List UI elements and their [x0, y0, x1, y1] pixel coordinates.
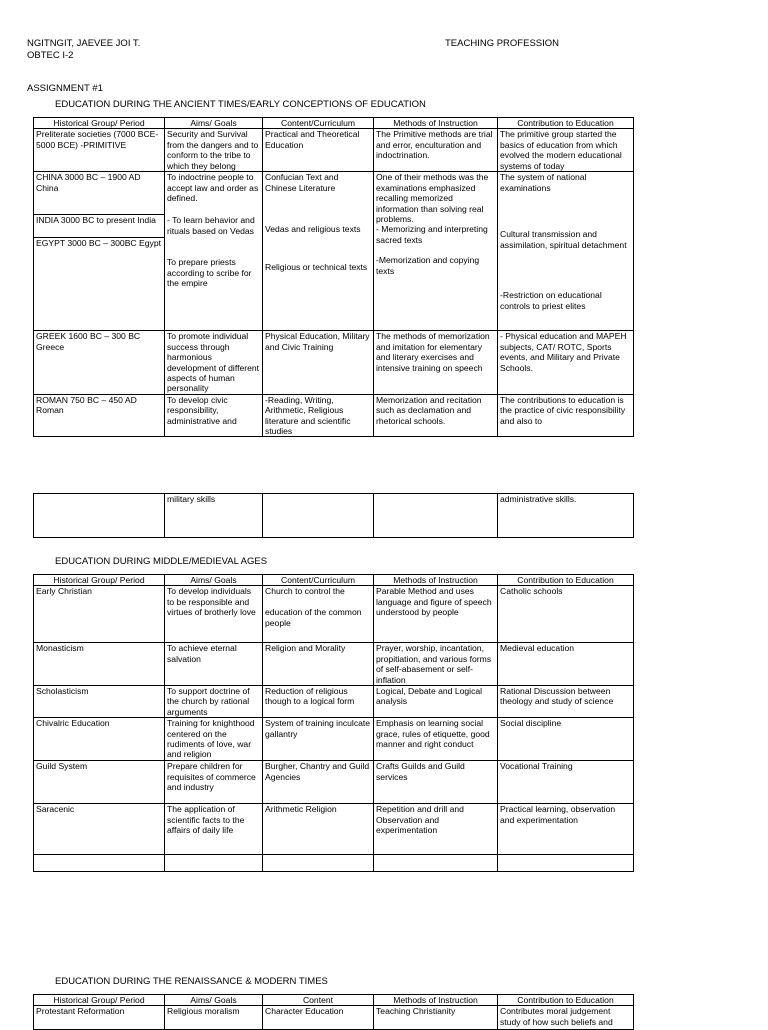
table-cell: Security and Survival from the dangers and to conform to the tribe to which they belong: [165, 129, 263, 172]
medieval-section-title: EDUCATION DURING MIDDLE/MEDIEVAL AGES: [55, 556, 268, 567]
table-cell: The contributions to education is the practice of civic responsibility and also to: [498, 394, 634, 437]
column-header: Contribution to Education: [498, 118, 634, 129]
column-header: Methods of Instruction: [374, 118, 498, 129]
table-cell: Religious moralism: [165, 1006, 263, 1030]
period-china: CHINA 3000 BC – 1900 AD China: [34, 172, 164, 215]
table-header-row: [34, 118, 634, 129]
table-cell: Contributes moral judgement study of how such beliefs and: [498, 1006, 634, 1030]
table-cell: Religion and Morality: [263, 643, 374, 686]
table-cell: Practical learning, observation and experimentation: [498, 804, 634, 855]
aims-egypt: To prepare priests according to scribe for the empire: [167, 257, 252, 289]
table-cell: Emphasis on learning social grace, rules of etiquette, good manner and right conduct: [374, 718, 498, 761]
table-cell: [263, 855, 374, 872]
table-cell: [498, 172, 634, 331]
methods-egypt: -Memorization and copying texts: [376, 255, 480, 276]
table-cell: The primitive group started the basics of education from which evolved the modern educational systems of today: [498, 129, 634, 172]
table-cell: [34, 494, 165, 538]
contrib-egypt: -Restriction on educational controls to priest elites: [500, 290, 602, 311]
table-row: [34, 718, 634, 761]
column-header: Aims/ Goals: [165, 575, 263, 586]
table-row: [34, 1006, 634, 1030]
continuation-table: [33, 493, 634, 538]
table-cell: Prepare children for requisites of commerce and industry: [165, 761, 263, 804]
table-cell: The Primitive methods are trial and error, enculturation and indoctrination.: [374, 129, 498, 172]
table-cell: Reduction of religious though to a logical form: [263, 686, 374, 718]
table-cell: Preliterate societies (7000 BCE-5000 BCE) -PRIMITIVE: [34, 129, 165, 172]
methods-china: One of their methods was the examinations emphasized recalling memorized information than solving real problems.: [376, 172, 489, 225]
table-cell: To achieve eternal salvation: [165, 643, 263, 686]
content-china: Confucian Text and Chinese Literature: [265, 172, 339, 193]
column-header: Contribution to Education: [498, 575, 634, 586]
column-header: Historical Group/ Period: [34, 118, 165, 129]
column-header: Aims/ Goals: [165, 118, 263, 129]
table-cell: Prayer, worship, incantation, propitiation, and various forms of self-abasement or self-inflation: [374, 643, 498, 686]
table-cell: [498, 855, 634, 872]
methods-india: - Memorizing and interpreting sacred texts: [376, 224, 488, 245]
aims-india: - To learn behavior and rituals based on Vedas: [167, 215, 255, 236]
column-header: Content: [263, 995, 374, 1006]
table-cell: [165, 172, 263, 331]
table-cell: Parable Method and uses language and figure of speech understood by people: [374, 586, 498, 643]
table-cell: Training for knighthood centered on the rudiments of love, war and religion: [165, 718, 263, 761]
table-cell: [34, 172, 165, 331]
table-row: [34, 643, 634, 686]
table-cell: Early Christian: [34, 586, 165, 643]
table-cell: Monasticism: [34, 643, 165, 686]
table-row: [34, 129, 634, 172]
period-india: INDIA 3000 BC to present India: [34, 215, 164, 238]
content-egypt: Religious or technical texts: [265, 262, 368, 273]
ancient-table: [33, 117, 634, 437]
table-header-row: [34, 995, 634, 1006]
table-cell: [263, 494, 374, 538]
table-cell: Protestant Reformation: [34, 1006, 165, 1030]
table-cell: Medieval education: [498, 643, 634, 686]
table-cell: [263, 172, 374, 331]
contrib-india: Cultural transmission and assimilation, spiritual detachment: [500, 229, 627, 250]
course-title: TEACHING PROFESSION: [445, 38, 560, 49]
column-header: Content/Curriculum: [263, 118, 374, 129]
medieval-table: [33, 574, 634, 872]
table-cell: Burgher, Chantry and Guild Agencies: [263, 761, 374, 804]
table-cell: Crafts Guilds and Guild services: [374, 761, 498, 804]
table-cell: The methods of memorization and imitation for elementary and literary exercises and intensive training on speech: [374, 331, 498, 394]
table-cell: - Physical education and MAPEH subjects, CAT/ ROTC, Sports events, and Military and Private Schools.: [498, 331, 634, 394]
student-section: OBTEC I-2: [27, 50, 74, 61]
period-egypt: EGYPT 3000 BC – 300BC Egypt: [36, 238, 161, 249]
table-cell: To support doctrine of the church by rational arguments: [165, 686, 263, 718]
table-cell: Chivalric Education: [34, 718, 165, 761]
table-cell: Teaching Christianity: [374, 1006, 498, 1030]
table-cell: administrative skills.: [498, 494, 634, 538]
table-cell: To promote individual success through harmonious development of different aspects of human personality: [165, 331, 263, 394]
modern-section-title: EDUCATION DURING THE RENAISSANCE & MODERN TIMES: [55, 976, 328, 987]
table-cell: ROMAN 750 BC – 450 AD Roman: [34, 394, 165, 437]
table-cell: Physical Education, Military and Civic Training: [263, 331, 374, 394]
table-cell: military skills: [165, 494, 263, 538]
column-header: Historical Group/ Period: [34, 995, 165, 1006]
table-cell: Practical and Theoretical Education: [263, 129, 374, 172]
table-cell: Saracenic: [34, 804, 165, 855]
ancient-section-title: EDUCATION DURING THE ANCIENT TIMES/EARLY CONCEPTIONS OF EDUCATION: [55, 99, 426, 110]
table-cell: System of training inculcate gallantry: [263, 718, 374, 761]
table-row: [34, 761, 634, 804]
table-cell: [374, 172, 498, 331]
table-row: [34, 331, 634, 394]
student-name: NGITNGIT, JAEVEE JOI T.: [27, 38, 141, 49]
table-row: [34, 855, 634, 872]
table-cell: GREEK 1600 BC – 300 BC Greece: [34, 331, 165, 394]
table-row: [34, 394, 634, 437]
table-cell: To develop individuals to be responsible and virtues of brotherly love: [165, 586, 263, 643]
table-cell: Logical, Debate and Logical analysis: [374, 686, 498, 718]
table-cell: Character Education: [263, 1006, 374, 1030]
table-cell: [374, 494, 498, 538]
table-cell: To develop civic responsibility, administrative and: [165, 394, 263, 437]
contrib-china: The system of national examinations: [500, 172, 587, 193]
table-cell: [374, 855, 498, 872]
table-cell: -Reading, Writing, Arithmetic, Religious literature and scientific studies: [263, 394, 374, 437]
table-cell: Arithmetic Religion: [263, 804, 374, 855]
column-header: Historical Group/ Period: [34, 575, 165, 586]
table-row: [34, 494, 634, 538]
table-cell: [34, 855, 165, 872]
table-cell: Vocational Training: [498, 761, 634, 804]
table-cell: The application of scientific facts to the affairs of daily life: [165, 804, 263, 855]
column-header: Content/Curriculum: [263, 575, 374, 586]
table-row: [34, 686, 634, 718]
assignment-label: ASSIGNMENT #1: [27, 83, 103, 94]
table-header-row: [34, 575, 634, 586]
table-row: [34, 172, 634, 331]
table-cell: Repetition and drill and Observation and experimentation: [374, 804, 498, 855]
table-row: [34, 586, 634, 643]
column-header: Methods of Instruction: [374, 995, 498, 1006]
table-cell: Memorization and recitation such as declamation and rhetorical schools.: [374, 394, 498, 437]
table-cell: [165, 855, 263, 872]
table-row: [34, 804, 634, 855]
table-cell: Guild System: [34, 761, 165, 804]
column-header: Aims/ Goals: [165, 995, 263, 1006]
table-cell: Church to control the education of the common people: [263, 586, 374, 643]
content-india: Vedas and religious texts: [265, 224, 361, 235]
table-cell: Scholasticism: [34, 686, 165, 718]
table-cell: Social discipline: [498, 718, 634, 761]
table-cell: Rational Discussion between theology and study of science: [498, 686, 634, 718]
modern-table: [33, 994, 634, 1030]
column-header: Contribution to Education: [498, 995, 634, 1006]
column-header: Methods of Instruction: [374, 575, 498, 586]
table-cell: Catholic schools: [498, 586, 634, 643]
aims-china: To indoctrine people to accept law and order as defined.: [167, 172, 259, 204]
